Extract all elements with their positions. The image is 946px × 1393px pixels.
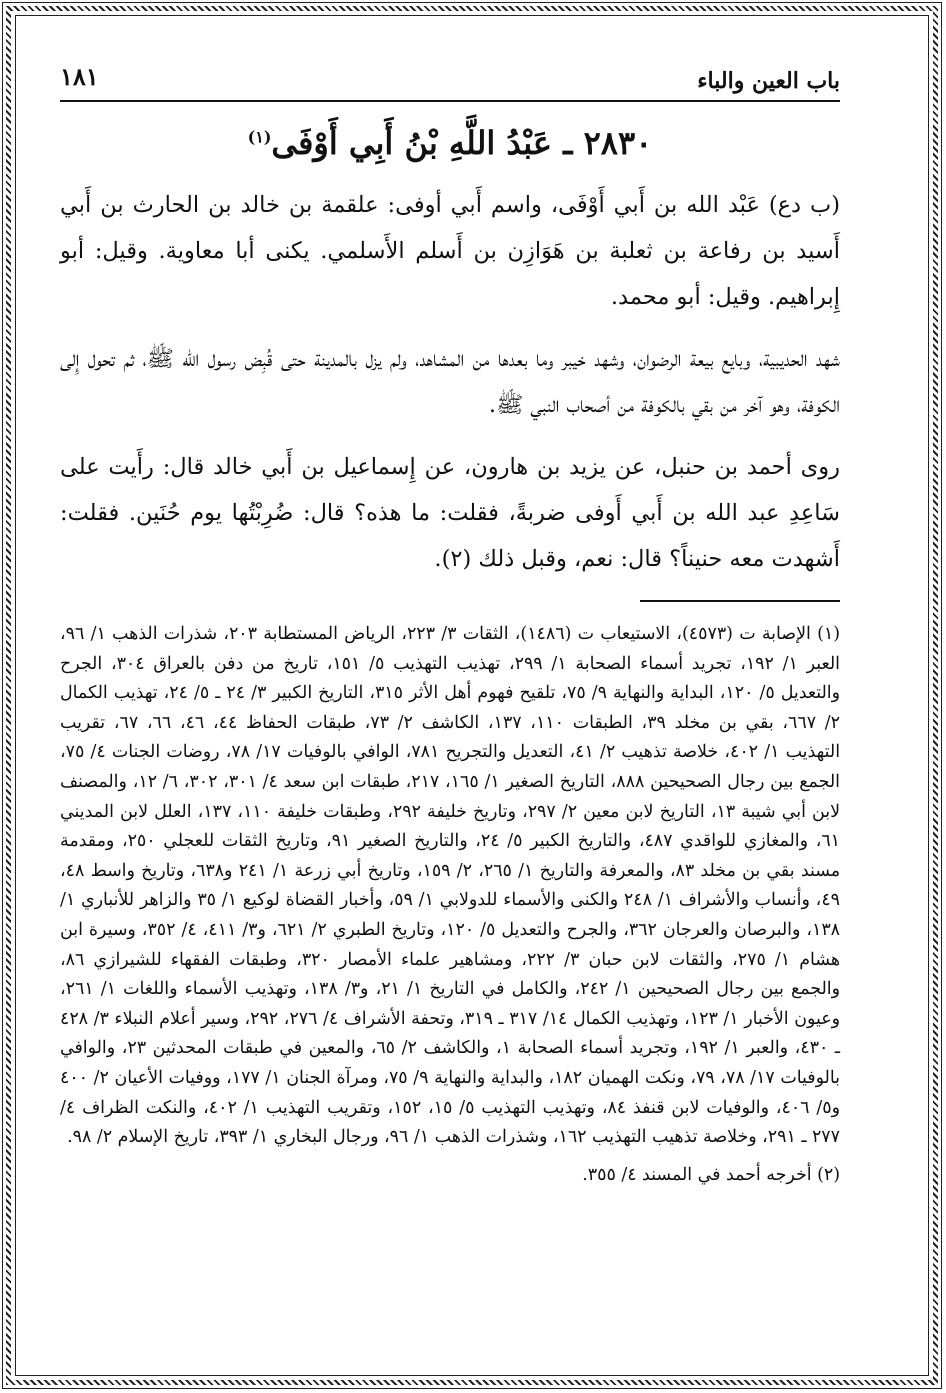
- footnotes: [60, 620, 840, 1190]
- entry-body: [60, 182, 840, 582]
- entry-title: [60, 124, 840, 162]
- page-content: [60, 50, 840, 1350]
- body-paragraph: روى أحمد بن حنبل، عن يزيد بن هارون، عن إِسماعيل بن أَبي خالد قال: رأَيت على سَاعِدِ عبد الله بن أَبي أَوفى ضربةً، فقلت: ما هذه؟ قال: ضُرِبْتُها يوم حُنَين. فقلت: أَشهدت معه حنيناً؟ قال: نعم، وقبل ذلك (٢).: [60, 454, 840, 572]
- chapter-title: باب العين والباء: [697, 68, 840, 94]
- footnote: (١) الإصابة ت (٤٥٧٣)، الاستيعاب ت (١٤٨٦)، الثقات ٣/ ٢٢٣، الرياض المستطابة ٢٠٣، شذرات الذهب ١/ ٩٦، العبر ١/ ١٩٢، تجريد أسماء الصحابة ١/ ٢٩٩، تهذيب التهذيب ٥/ ١٥١، تاريخ من دفن بالعراق ٣٠٤، الجرح والتعديل ٥/ ١٢٠، البداية والنهاية ٩/ ٧٥، تلقيح فهوم أهل الأثر ٣١٥، التاريخ الكبير ٣/ ٢٤ ـ ٥/ ٢٤، تهذيب الكمال ٢/ ٦٦٧، بقي بن مخلد ٣٩، الطبقات ١١٠، ١٣٧، الكاشف ٢/ ٧٣، طبقات الحفاظ ٤٤، ٤٦، ٦٦، ٦٧، تقريب التهذيب ١/ ٤٠٢، خلاصة تذهيب ٢/ ٤١، التعديل والتجريح ٧٨١، الوافي بالوفيات ١٧/ ٧٨، روضات الجنات ٤/ ٧٥، الجمع بين رجال الصحيحين ٨٨٨، التاريخ الصغير ١/ ١٦٥، ٢١٧، طبقات ابن سعد ٤/ ٣٠١، ٣٠٢، ٦/ ١٢، والمصنف لابن أبي شيبة ١٣، التاريخ لابن معين ٢/ ٢٩٧، وتاريخ خليفة ٢٩٢، وطبقات خليفة ١١٠، ١٣٧، العلل لابن المديني ٦١، والمغازي للواقدي ٤٨٧، والتاريخ الكبير ٥/ ٢٤، والتاريخ الصغير ٩١، وتاريخ الثقات للعجلي ٢٥٠، ومقدمة مسند بقي بن مخلد ٨٣، والمعرفة والتاريخ ١/ ٢٦٥، ٢/ ١٥٩، وتاريخ أبي زرعة ١/ ٢٤١ و٦٣٨، وتاريخ واسط ٤٨، ٤٩، وأنساب والأشراف ١/ ٢٤٨ والكنى والأسماء للدولابي ١/ ٥٩، وأخبار القضاة لوكيع ١/ ٣٥ والزاهر للأنباري ١/ ١٣٨، والبرصان والعرجان ٣٦٢، والجرح والتعديل ٥/ ١٢٠، وتاريخ الطبري ٢/ ٦٢١، و٣/ ٤١١، ٤/ ٣٥٢، وسيرة ابن هشام ١/ ٢٧٥، والثقات لابن حبان ٣/ ٢٢٢، ومشاهير علماء الأمصار ٣٢٠، وطبقات الفقهاء للشيرازي ٨٦، والجمع بين رجال الصحيحين ١/ ٢٤٢، والكامل في التاريخ ١/ ٢١، و٣/ ١٣٨، وتهذيب الأسماء واللغات ١/ ٢٦١، وعيون الأخبار ١/ ١٢٣، وتهذيب الكمال ١٤/ ٣١٧ ـ ٣١٩، وتحفة الأشراف ٤/ ٢٧٦، ٢٩٢، وسير أعلام النبلاء ٣/ ٤٢٨ ـ ٤٣٠، والعبر ١/ ١٩٢، وتجريد أسماء الصحابة ١، والكاشف ٢/ ٦٥، والمعين في طبقات المحدثين ٢٣، والوافي بالوفيات ١٧/ ٧٨، ٧٩، ونكت الهميان ١٨٢، والبداية والنهاية ٩/ ٧٥، ومرآة الجنان ١/ ١٧٧، ووفيات الأعيان ٢/ ٤٠٠ و٥/ ٤٠٦، والوفيات لابن قنفذ ٨٤، وتهذيب التهذيب ٥/ ١٥، ١٥٢، وتقريب التهذيب ١/ ٤٠٢، والنكت الظراف ٤/ ٢٧٧ ـ ٢٩١، وخلاصة تذهيب التهذيب ١٦٢، وشذرات الذهب ١/ ٩٦، ورجال البخاري ١/ ٣٩٣، تاريخ الإسلام ٢/ ٩٨.: [60, 624, 841, 1148]
- footnote: (٢) أخرجه أحمد في المسند ٤/ ٣٥٥.: [582, 1164, 840, 1185]
- entry-title-text: ٢٨٣٠ ـ عَبْدُ اللَّهِ بْنُ أَبِي أَوْفَى: [271, 124, 653, 162]
- body-paragraph: شهد الحديبية، وبايع بيعة الرضوان، وشهد خيبر وما بعدها من المشاهد، ولم يزل بالمدينة حتى قُبِض رسول الله ﷺ، ثم تحول إِلى الكوفة، وهو آخر من بقي بالكوفة من أصحاب النبي ﷺ.: [60, 346, 840, 418]
- page-number: ١٨١: [60, 62, 99, 91]
- entry-title-footnote-ref: (١): [247, 127, 272, 147]
- running-header: [60, 50, 840, 102]
- body-paragraph: (ب دع) عَبْد الله بن أَبي أَوْفَى، واسم أَبي أوفى: علقمة بن خالد بن الحارث بن أَبي أَسيد بن رفاعة بن ثعلبة بن هَوَازِن بن أَسلم الأَسلمي. يكنى أبا معاوية. وقيل: أبو إِبراهيم. وقيل: أبو محمد.: [60, 192, 840, 310]
- footnote-separator: [640, 600, 840, 602]
